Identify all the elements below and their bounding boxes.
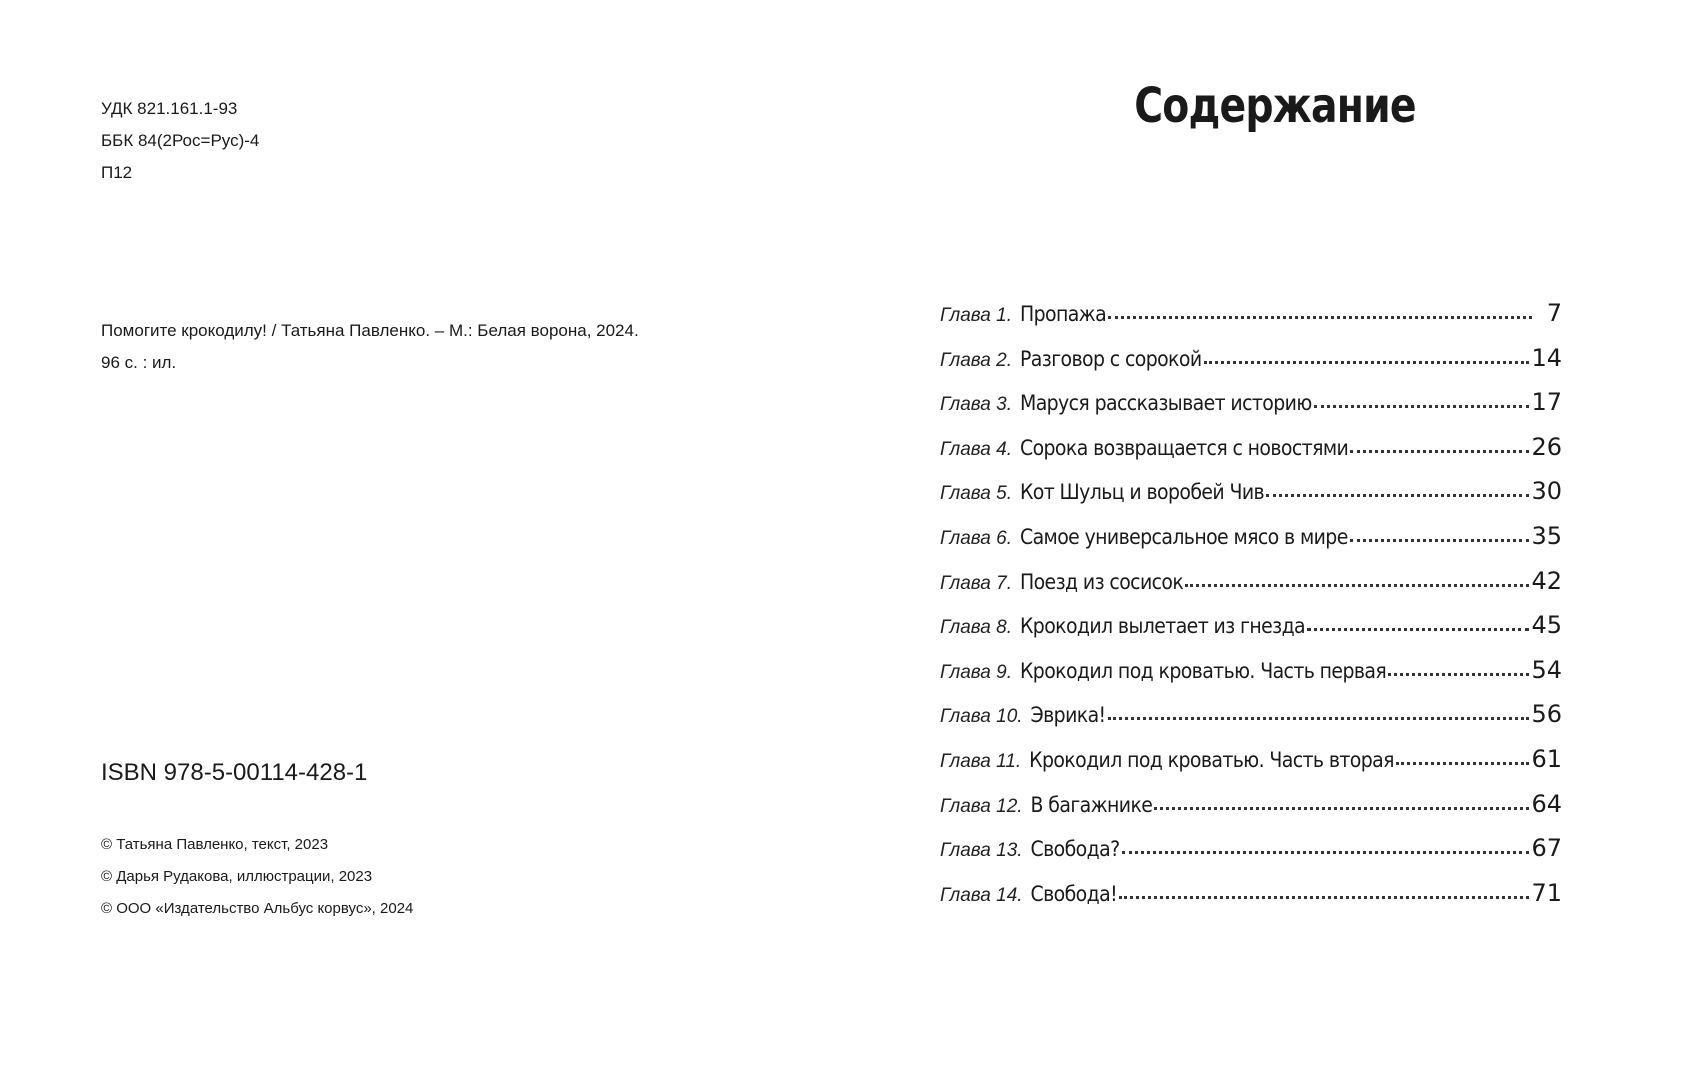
dot-leader bbox=[1314, 405, 1530, 408]
page-number: 30 bbox=[1531, 477, 1562, 506]
contents-page bbox=[850, 0, 1700, 1075]
dot-leader bbox=[1108, 717, 1530, 720]
chapter-title: В багажнике bbox=[1030, 792, 1153, 817]
toc-entry bbox=[940, 433, 1562, 478]
copyright-line: © ООО «Издательство Альбус корвус», 2024 bbox=[101, 900, 414, 917]
toc-entry bbox=[940, 567, 1562, 612]
chapter-title: Крокодил под кроватью. Часть первая bbox=[1019, 658, 1387, 683]
page-number: 35 bbox=[1531, 521, 1562, 550]
toc-entry bbox=[940, 700, 1562, 745]
chapter-number: Глава 13. bbox=[940, 840, 1023, 862]
page-number: 45 bbox=[1531, 611, 1562, 640]
chapter-title: Крокодил под кроватью. Часть вторая bbox=[1029, 747, 1394, 772]
page-number: 61 bbox=[1531, 744, 1562, 773]
table-of-contents bbox=[940, 299, 1562, 923]
page-number: 64 bbox=[1531, 789, 1562, 818]
chapter-title: Пропажа bbox=[1019, 302, 1107, 326]
chapter-title: Самое универсальное мясо в мире bbox=[1019, 524, 1348, 549]
copyright-line: © Дарья Рудакова, иллюстрации, 2023 bbox=[101, 868, 373, 885]
dot-leader bbox=[1388, 673, 1529, 676]
dot-leader bbox=[1350, 539, 1530, 542]
bbk-code: ББК 84(2Рос=Рус)-4 bbox=[101, 131, 260, 150]
chapter-number: Глава 14. bbox=[940, 884, 1023, 906]
chapter-number: Глава 3. bbox=[940, 394, 1012, 416]
chapter-number: Глава 6. bbox=[940, 527, 1012, 549]
bibliographic-line: Помогите крокодилу! / Татьяна Павленко. – М.: Белая ворона, 2024. bbox=[101, 321, 639, 340]
chapter-number: Глава 5. bbox=[940, 483, 1012, 505]
dot-leader bbox=[1396, 762, 1530, 765]
chapter-title: Крокодил вылетает из гнезда bbox=[1019, 614, 1306, 639]
contents-title: Содержание bbox=[1134, 78, 1416, 134]
chapter-title: Сорока возвращается с новостями bbox=[1019, 435, 1349, 460]
toc-entry bbox=[940, 745, 1562, 790]
toc-entry bbox=[940, 388, 1562, 433]
dot-leader bbox=[1108, 316, 1532, 319]
chapter-number: Глава 11. bbox=[940, 750, 1022, 772]
page-number: 42 bbox=[1531, 566, 1562, 595]
page-number: 7 bbox=[1546, 299, 1562, 327]
dot-leader bbox=[1154, 807, 1529, 810]
chapter-number: Глава 12. bbox=[940, 795, 1023, 817]
toc-entry bbox=[940, 344, 1562, 389]
page-number: 71 bbox=[1531, 878, 1562, 907]
page-number: 17 bbox=[1531, 388, 1562, 417]
chapter-title: Разговор с сорокой bbox=[1019, 346, 1202, 371]
chapter-title: Поезд из сосисок bbox=[1019, 569, 1184, 594]
toc-entry bbox=[940, 656, 1562, 701]
chapter-title: Свобода? bbox=[1030, 837, 1120, 862]
bibliographic-record bbox=[101, 315, 639, 379]
dot-leader bbox=[1204, 361, 1530, 364]
toc-entry bbox=[940, 299, 1562, 344]
chapter-number: Глава 8. bbox=[940, 617, 1012, 639]
page-number: 67 bbox=[1531, 834, 1562, 863]
toc-entry bbox=[940, 790, 1562, 835]
chapter-number: Глава 4. bbox=[940, 438, 1012, 460]
bibliographic-line: 96 с. : ил. bbox=[101, 353, 177, 372]
toc-entry bbox=[940, 477, 1562, 522]
dot-leader bbox=[1185, 584, 1529, 587]
classification-codes bbox=[101, 93, 259, 189]
chapter-number: Глава 2. bbox=[940, 349, 1012, 371]
dot-leader bbox=[1122, 851, 1530, 854]
page-number: 14 bbox=[1531, 343, 1562, 372]
dot-leader bbox=[1307, 628, 1529, 631]
chapter-title: Маруся рассказывает историю bbox=[1019, 391, 1312, 416]
chapter-title: Эврика! bbox=[1030, 703, 1106, 728]
udk-code: УДК 821.161.1-93 bbox=[101, 99, 238, 118]
chapter-number: Глава 10. bbox=[940, 706, 1023, 728]
page-number: 56 bbox=[1531, 700, 1562, 729]
toc-entry bbox=[940, 834, 1562, 879]
copyright-block bbox=[101, 829, 413, 925]
author-sign: П12 bbox=[101, 163, 133, 182]
isbn: ISBN 978-5-00114-428-1 bbox=[101, 759, 368, 786]
chapter-number: Глава 9. bbox=[940, 661, 1012, 683]
toc-entry bbox=[940, 879, 1562, 924]
chapter-title: Кот Шульц и воробей Чив bbox=[1019, 480, 1265, 505]
dot-leader bbox=[1119, 896, 1529, 899]
chapter-title: Свобода! bbox=[1030, 881, 1118, 906]
toc-entry bbox=[940, 611, 1562, 656]
page-number: 54 bbox=[1531, 655, 1562, 684]
chapter-number: Глава 1. bbox=[940, 305, 1012, 326]
toc-entry bbox=[940, 522, 1562, 567]
page-number: 26 bbox=[1531, 432, 1562, 461]
copyright-line: © Татьяна Павленко, текст, 2023 bbox=[101, 836, 329, 853]
dot-leader bbox=[1350, 450, 1529, 453]
chapter-number: Глава 7. bbox=[940, 572, 1012, 594]
dot-leader bbox=[1266, 494, 1529, 497]
